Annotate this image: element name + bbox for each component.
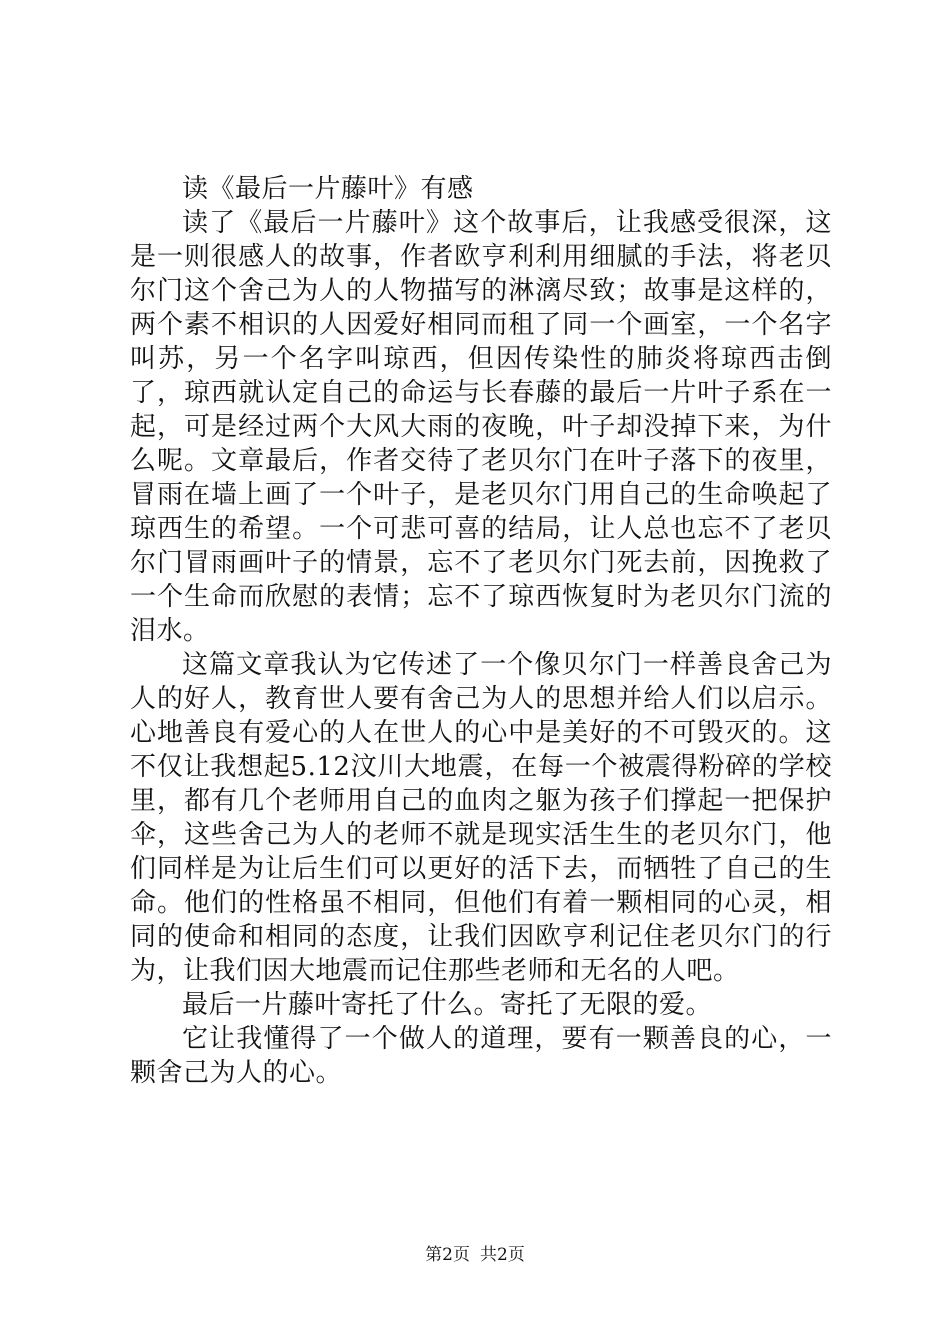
document-title: 读《最后一片藤叶》有感 [182,174,474,204]
paragraph-3: 最后一片藤叶寄托了什么。寄托了无限的爱。 [182,990,713,1020]
page-number: 第2页 [425,1245,470,1265]
paragraph-1: 读了《最后一片藤叶》这个故事后，让我感受很深，这是一则很感人的故事，作者欧亨利利用细腻的手法，将老贝尔门这个舍己为人的人物描写的淋漓尽致；故事是这样的，两个素不相识的人因爱好相同而租了同一个画室，一个名字叫苏，另一个名字叫琼西，但因传染性的肺炎将琼西击倒了，琼西就认定自己的命运与长春藤的最后一片叶子系在一起，可是经过两个大风大雨的夜晚，叶子却没掉下来，为什么呢。文章最后，作者交待了老贝尔门在叶子落下的夜里，冒雨在墙上画了一个叶子，是老贝尔门用自己的生命唤起了琼西生的希望。一个可悲可喜的结局，让人总也忘不了老贝尔门冒雨画叶子的情景，忘不了老贝尔门死去前，因挽救了一个生命而欣慰的表情；忘不了琼西恢复时为老贝尔门流的泪水。 [130,208,832,646]
document-body [130,172,832,1090]
paragraph-4: 它让我懂得了一个做人的道理，要有一颗善良的心，一颗舍己为人的心。 [130,1024,832,1088]
paragraph-2: 这篇文章我认为它传述了一个像贝尔门一样善良舍己为人的好人，教育世人要有舍己为人的思想并给人们以启示。心地善良有爱心的人在世人的心中是美好的不可毁灭的。这不仅让我想起5.12汶川大地震，在每一个被震得粉碎的学校里，都有几个老师用自己的血肉之躯为孩子们撑起一把保护伞，这些舍己为人的老师不就是现实活生生的老贝尔门，他们同样是为让后生们可以更好的活下去，而牺牲了自己的生命。他们的性格虽不相同，但他们有着一颗相同的心灵，相同的使命和相同的态度，让我们因欧亨利记住老贝尔门的行为，让我们因大地震而记住那些老师和无名的人吧。 [130,650,832,986]
page-footer [0,1244,950,1266]
page-total: 共2页 [480,1245,525,1265]
